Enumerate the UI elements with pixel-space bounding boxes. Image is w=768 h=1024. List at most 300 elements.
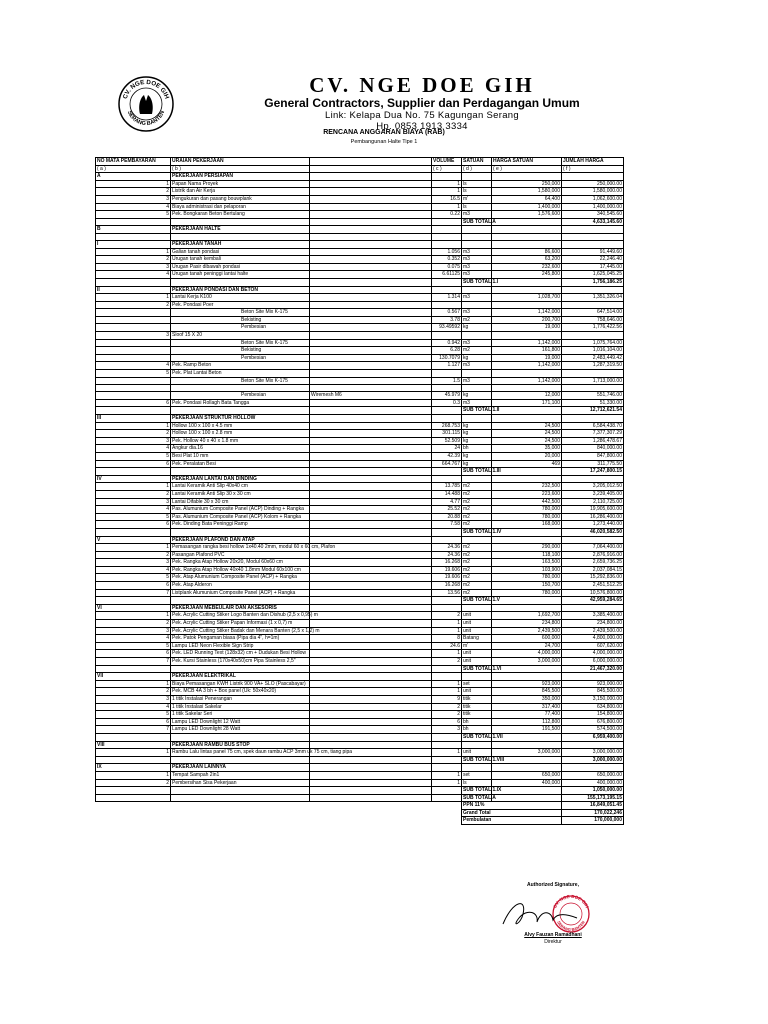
table-row xyxy=(96,703,624,711)
stamp-text-top: CV. NGE DOE GIH xyxy=(552,893,590,909)
item-volume: ( c ) xyxy=(432,165,462,173)
item-description: Biaya Pemasangan KWH Listrik 900 VA+ SLO (Pascabayar) xyxy=(171,680,310,688)
item-volume xyxy=(432,475,462,483)
table-row xyxy=(96,248,624,256)
item-total: 634,800.00 xyxy=(562,703,624,711)
signatory-name: Alvy Fauzan Ramadhani xyxy=(524,932,582,938)
item-description: Pek. Pondasi Poer xyxy=(171,301,310,309)
item-number: 1 xyxy=(96,294,171,302)
table-row xyxy=(96,309,624,317)
item-note xyxy=(310,385,432,392)
table-row xyxy=(96,316,624,324)
table-row xyxy=(96,271,624,279)
item-number: 5 xyxy=(96,211,171,219)
item-number: IX xyxy=(96,764,171,772)
item-volume: 6 xyxy=(432,718,462,726)
table-row xyxy=(96,180,624,188)
item-unit: SUB TOTAL A xyxy=(463,218,496,225)
table-row xyxy=(96,452,624,460)
item-unit-price xyxy=(492,787,562,795)
item-unit-price xyxy=(492,468,562,476)
subtotal-row xyxy=(96,468,624,476)
item-unit: SUB TOTAL 1.VII xyxy=(463,733,503,740)
item-volume: 2 xyxy=(432,703,462,711)
item-total xyxy=(562,332,624,340)
item-unit-price xyxy=(492,475,562,483)
item-number: 5 xyxy=(96,642,171,650)
item-unit-price: 1,142,000 xyxy=(492,362,562,370)
item-volume: 2 xyxy=(432,658,462,666)
table-header-row xyxy=(96,158,624,166)
item-unit: m2 xyxy=(462,513,492,521)
item-volume: 664.767 xyxy=(432,460,462,468)
item-note xyxy=(310,528,432,536)
table-row xyxy=(96,211,624,219)
item-unit: m3 xyxy=(462,377,492,385)
item-total: 1,016,104.00 xyxy=(562,347,624,355)
item-unit: m2 xyxy=(462,589,492,597)
item-unit-price: 1,692,700 xyxy=(492,612,562,620)
item-description: Pek. Kursi Stainless (170x40x50)cm Pipa Stainless 2,5" xyxy=(171,658,310,666)
item-note xyxy=(310,452,432,460)
item-volume: 0.22 xyxy=(432,211,462,219)
item-total: 676,800.00 xyxy=(562,718,624,726)
item-volume xyxy=(432,286,462,294)
item-unit-price: 1,142,000 xyxy=(492,309,562,317)
item-volume: 130.7079 xyxy=(432,354,462,362)
item-description: Pembersihan Sisa Pekerjaan xyxy=(171,779,310,787)
item-volume xyxy=(432,415,462,423)
item-number xyxy=(96,733,171,741)
table-row xyxy=(96,559,624,567)
item-unit: m2 xyxy=(462,483,492,491)
item-note xyxy=(310,771,432,779)
item-description: Pemasangan rangka besi hollow 1x40.40 2mm, modul 60 x 60 cm, Plafon xyxy=(172,544,336,551)
item-number: 3 xyxy=(96,195,171,203)
item-note xyxy=(310,430,432,438)
item-description: Beton Site Mix K-175 xyxy=(171,339,310,347)
item-number: 3 xyxy=(96,263,171,271)
item-description: Beton Site Mix K-175 xyxy=(171,309,310,317)
item-total: 3,239,405.00 xyxy=(562,490,624,498)
item-total: 1,075,764.00 xyxy=(562,339,624,347)
item-number: 1 xyxy=(96,544,171,552)
table-row xyxy=(96,726,624,734)
item-description: Listrik dan Air Kerja xyxy=(171,188,310,196)
item-unit-price: 20,000 xyxy=(492,452,562,460)
item-unit-price: 3,000,000 xyxy=(492,658,562,666)
table-row xyxy=(96,620,624,628)
item-number: 1 xyxy=(96,612,171,620)
table-row xyxy=(96,711,624,719)
table-row xyxy=(96,324,624,332)
table-row xyxy=(96,574,624,582)
item-unit: m3 xyxy=(462,362,492,370)
table-row xyxy=(96,582,624,590)
document-title: RENCANA ANGGARAN BIAYA (RAB) xyxy=(323,129,445,136)
item-description: Pembesian xyxy=(171,354,310,362)
item-unit: m2 xyxy=(462,506,492,514)
item-number xyxy=(96,385,171,392)
item-number: 5 xyxy=(96,711,171,719)
item-unit-price xyxy=(492,407,562,415)
item-description xyxy=(171,597,310,605)
item-total: 1,625,045.25 xyxy=(562,271,624,279)
item-volume xyxy=(432,218,462,226)
item-unit xyxy=(462,385,492,392)
item-total: 400,000.00 xyxy=(562,779,624,787)
item-unit: unit xyxy=(462,650,492,658)
item-unit: set xyxy=(462,680,492,688)
item-note xyxy=(310,536,432,544)
item-number: VIII xyxy=(96,741,171,749)
item-description: 1 titik Sakelar Seri xyxy=(171,711,310,719)
item-volume: 14.488 xyxy=(432,490,462,498)
table-row xyxy=(96,718,624,726)
item-description: Bekisting xyxy=(171,316,310,324)
item-volume: 1 xyxy=(432,203,462,211)
item-total: 1,756,186.25 xyxy=(562,278,624,286)
item-note xyxy=(310,627,432,635)
table-row xyxy=(96,544,624,552)
table-row xyxy=(96,332,624,340)
item-note xyxy=(310,468,432,476)
item-unit xyxy=(462,332,492,340)
item-total: 1,580,000.00 xyxy=(562,188,624,196)
item-number: 6 xyxy=(96,582,171,590)
item-unit: SUB TOTAL 1.V xyxy=(463,597,500,604)
item-total: 19,905,600.00 xyxy=(562,506,624,514)
table-row xyxy=(96,422,624,430)
item-number xyxy=(96,597,171,605)
item-number xyxy=(96,316,171,324)
item-unit: ls xyxy=(462,779,492,787)
item-unit-price: 63,200 xyxy=(492,256,562,264)
item-total xyxy=(562,226,624,234)
item-total: 46,020,582.50 xyxy=(562,528,624,536)
item-volume: 52.509 xyxy=(432,437,462,445)
item-volume: 6.61125 xyxy=(432,271,462,279)
item-volume xyxy=(432,764,462,772)
table-row xyxy=(96,399,624,407)
item-description xyxy=(171,528,310,536)
item-description xyxy=(171,733,310,741)
item-unit-price: 780,000 xyxy=(492,513,562,521)
item-unit-price: 400,000 xyxy=(492,779,562,787)
item-number xyxy=(96,278,171,286)
item-unit: kg xyxy=(462,452,492,460)
item-description xyxy=(171,794,310,802)
signature-label: Authorized Signature, xyxy=(527,882,579,888)
item-note xyxy=(310,422,432,430)
item-number: 6 xyxy=(96,399,171,407)
table-row xyxy=(96,233,624,240)
item-unit: unit xyxy=(462,658,492,666)
document-subtitle: Pembangunan Halte Tipe 1 xyxy=(350,139,418,145)
item-note xyxy=(310,173,432,181)
item-unit-price: 780,000 xyxy=(492,506,562,514)
item-total: 154,800.00 xyxy=(562,711,624,719)
item-volume: 20.88 xyxy=(432,513,462,521)
item-number: 2 xyxy=(96,301,171,309)
item-unit-price xyxy=(492,415,562,423)
item-volume: 7.58 xyxy=(432,521,462,529)
table-row xyxy=(96,521,624,529)
item-total xyxy=(562,741,624,749)
item-unit-price: 4,000,000 xyxy=(492,650,562,658)
item-description: Biaya administrasi dan pelaporan xyxy=(171,203,310,211)
item-unit-price xyxy=(492,240,562,248)
item-unit: Batang xyxy=(462,635,492,643)
item-total: 22,246.40 xyxy=(562,256,624,264)
item-unit: SATUAN xyxy=(462,158,492,166)
item-description: Papan Nama Proyek xyxy=(171,180,310,188)
item-note xyxy=(310,787,432,795)
item-note xyxy=(310,658,432,666)
section-row xyxy=(96,286,624,294)
item-number: VI xyxy=(96,604,171,612)
item-unit-price: 118,100 xyxy=(492,551,562,559)
item-number xyxy=(96,665,171,673)
item-volume xyxy=(432,673,462,681)
item-total: 3,150,000.00 xyxy=(562,695,624,703)
table-row xyxy=(96,695,624,703)
item-description: ( b ) xyxy=(171,165,310,173)
item-unit-price: 223,600 xyxy=(492,490,562,498)
item-unit-price xyxy=(492,332,562,340)
table-row xyxy=(96,771,624,779)
item-number: 3 xyxy=(96,627,171,635)
table-row xyxy=(96,658,624,666)
item-unit: m2 xyxy=(462,316,492,324)
item-number: 4 xyxy=(96,271,171,279)
item-unit: m2 xyxy=(462,574,492,582)
item-unit-price: 24,500 xyxy=(492,437,562,445)
item-description: Tempat Sampah 2in1 xyxy=(171,771,310,779)
item-note xyxy=(310,278,432,286)
item-total: 1,776,422.56 xyxy=(562,324,624,332)
item-description: Urugan tanah kembali xyxy=(171,256,310,264)
item-unit: m3 xyxy=(462,248,492,256)
item-unit-price: 163,500 xyxy=(492,559,562,567)
item-unit: unit xyxy=(462,688,492,696)
subtotal-row xyxy=(96,528,624,536)
item-volume: 0.567 xyxy=(432,309,462,317)
grand-total-row xyxy=(96,802,624,810)
item-number: 2 xyxy=(96,256,171,264)
item-description: Pas. Alumunium Composite Panel (ACP) Kolom + Rangka xyxy=(171,513,310,521)
table-row xyxy=(96,437,624,445)
stamp-text-bottom: SERANG BANTEN xyxy=(556,919,586,933)
item-description xyxy=(171,385,310,392)
item-unit: unit xyxy=(462,612,492,620)
item-volume: 1 xyxy=(432,180,462,188)
item-note xyxy=(310,332,432,340)
item-unit-price: 24,500 xyxy=(492,422,562,430)
item-unit-price: 161,800 xyxy=(492,347,562,355)
item-total xyxy=(562,415,624,423)
item-note xyxy=(310,566,432,574)
item-volume xyxy=(432,665,462,673)
table-row xyxy=(96,256,624,264)
item-volume: 1.5 xyxy=(432,377,462,385)
item-volume xyxy=(432,536,462,544)
company-address: Link: Kelapa Dua No. 75 Kagungan Serang xyxy=(325,110,519,121)
item-description xyxy=(171,218,310,226)
item-volume: 2 xyxy=(432,612,462,620)
item-total: 1,351,326.04 xyxy=(562,294,624,302)
item-volume: 1 xyxy=(432,771,462,779)
table-row xyxy=(96,445,624,453)
item-unit: kg xyxy=(462,430,492,438)
item-description: PEKERJAAN PONDASI DAN BETON xyxy=(171,286,310,294)
item-note xyxy=(310,309,432,317)
item-note xyxy=(310,513,432,521)
item-total: 91,449.60 xyxy=(562,248,624,256)
item-number: 4 xyxy=(96,362,171,370)
item-note xyxy=(310,597,432,605)
item-unit-price: 290,000 xyxy=(492,544,562,552)
item-description: Pek. Bongkaran Beton Bertulang xyxy=(171,211,310,219)
item-description xyxy=(171,665,310,673)
item-note xyxy=(310,703,432,711)
item-description: Pek. Rangka Atap Hollow 20x20, Modul 60x60 cm xyxy=(171,559,310,567)
item-description: PEKERJAAN STRUKTUR HOLLOW xyxy=(171,415,310,423)
item-total: 12,712,621.54 xyxy=(562,407,624,415)
item-note xyxy=(310,665,432,673)
table-row xyxy=(96,460,624,468)
item-volume xyxy=(432,278,462,286)
item-total: 42,959,284.65 xyxy=(562,597,624,605)
item-number: 1 xyxy=(96,248,171,256)
item-total: 155,173,195.15 xyxy=(562,794,624,802)
item-number: 5 xyxy=(96,370,171,378)
table-row xyxy=(96,490,624,498)
item-number: 5 xyxy=(96,452,171,460)
item-number xyxy=(96,354,171,362)
section-row xyxy=(96,415,624,423)
item-unit-price: 350,000 xyxy=(492,695,562,703)
item-total xyxy=(562,370,624,378)
item-volume xyxy=(432,240,462,248)
item-volume xyxy=(432,756,462,764)
item-note xyxy=(310,233,432,240)
item-note xyxy=(310,490,432,498)
item-number: 3 xyxy=(96,332,171,340)
item-note xyxy=(310,582,432,590)
table-row xyxy=(96,513,624,521)
item-unit-price xyxy=(492,301,562,309)
item-number: 4 xyxy=(96,203,171,211)
item-note xyxy=(310,226,432,234)
table-row xyxy=(96,294,624,302)
item-description: Pek. Acrylic Cutting Stiker Badak dan Menara Banten (2,5 x 1,2) m xyxy=(172,627,320,634)
company-tagline: General Contractors, Supplier dan Perdagangan Umum xyxy=(264,96,580,110)
table-row xyxy=(96,203,624,211)
item-total xyxy=(562,475,624,483)
item-unit-price: 171,100 xyxy=(492,399,562,407)
item-unit-price: 234,800 xyxy=(492,620,562,628)
section-row xyxy=(96,673,624,681)
item-description xyxy=(171,468,310,476)
item-description: Pek. MCB 4A 3 bh + Box panel (Uk: 50x40x20) xyxy=(171,688,310,696)
item-note xyxy=(310,158,432,166)
item-number: 3 xyxy=(96,559,171,567)
item-total: 17,445.00 xyxy=(562,263,624,271)
item-number: 1 xyxy=(96,180,171,188)
item-number: 2 xyxy=(96,779,171,787)
item-unit-price: HARGA SATUAN xyxy=(492,158,562,166)
item-total: 17,247,800.15 xyxy=(562,468,624,476)
table-row xyxy=(96,650,624,658)
item-number xyxy=(96,324,171,332)
item-volume: 16.268 xyxy=(432,559,462,567)
letterhead-text xyxy=(232,74,612,132)
item-unit xyxy=(462,604,492,612)
item-note xyxy=(310,362,432,370)
item-description: Besi Plat 10 mm xyxy=(171,452,310,460)
item-note xyxy=(310,339,432,347)
item-unit: kg xyxy=(462,354,492,362)
item-volume: 1 xyxy=(432,779,462,787)
item-number: III xyxy=(96,415,171,423)
item-unit: m3 xyxy=(462,263,492,271)
item-total: 1,713,000.00 xyxy=(562,377,624,385)
item-number xyxy=(96,468,171,476)
item-number: 5 xyxy=(96,513,171,521)
item-total: 607,620.00 xyxy=(562,642,624,650)
item-total: 16,286,400.00 xyxy=(562,513,624,521)
item-description: 1 titik Instalasi Sakelar xyxy=(171,703,310,711)
item-unit-price xyxy=(492,278,562,286)
item-description: Hollow 100 x 100 x 2.8 mm xyxy=(171,430,310,438)
praying-hands-icon xyxy=(139,95,153,114)
item-total: 6,584,438.70 xyxy=(562,422,624,430)
item-note xyxy=(310,286,432,294)
item-volume xyxy=(432,301,462,309)
item-note xyxy=(310,248,432,256)
item-total: 311,775.50 xyxy=(562,460,624,468)
item-description: Urugan tanah peninggi lantai halte xyxy=(171,271,310,279)
item-unit xyxy=(462,370,492,378)
item-unit-price: 35,000 xyxy=(492,445,562,453)
table-row xyxy=(96,589,624,597)
item-description: Pek. Hollow 40 x 40 x 1.8 mm xyxy=(171,437,310,445)
item-unit-price: 1,580,000 xyxy=(492,188,562,196)
item-unit: m2 xyxy=(462,582,492,590)
item-note xyxy=(310,612,432,620)
item-volume xyxy=(432,233,462,240)
item-description xyxy=(171,233,310,240)
item-unit: m' xyxy=(462,642,492,650)
item-unit-price: 250,000 xyxy=(492,180,562,188)
item-volume: 8 xyxy=(432,635,462,643)
subtotal-row xyxy=(96,278,624,286)
item-unit: kg xyxy=(462,324,492,332)
item-unit: m3 xyxy=(462,399,492,407)
item-note xyxy=(310,688,432,696)
item-unit: m3 xyxy=(462,309,492,317)
item-unit: unit xyxy=(462,749,492,757)
item-description: Beton Site Mix K-175 xyxy=(171,377,310,385)
item-unit-price: 2,439,500 xyxy=(492,627,562,635)
table-row xyxy=(96,688,624,696)
item-description: Sloof 15 X 20 xyxy=(171,332,310,340)
item-unit-price: 3,000,000 xyxy=(492,749,562,757)
item-unit: SUB TOTAL 1.VIII xyxy=(463,756,505,763)
item-number: 4 xyxy=(96,635,171,643)
item-note xyxy=(310,741,432,749)
